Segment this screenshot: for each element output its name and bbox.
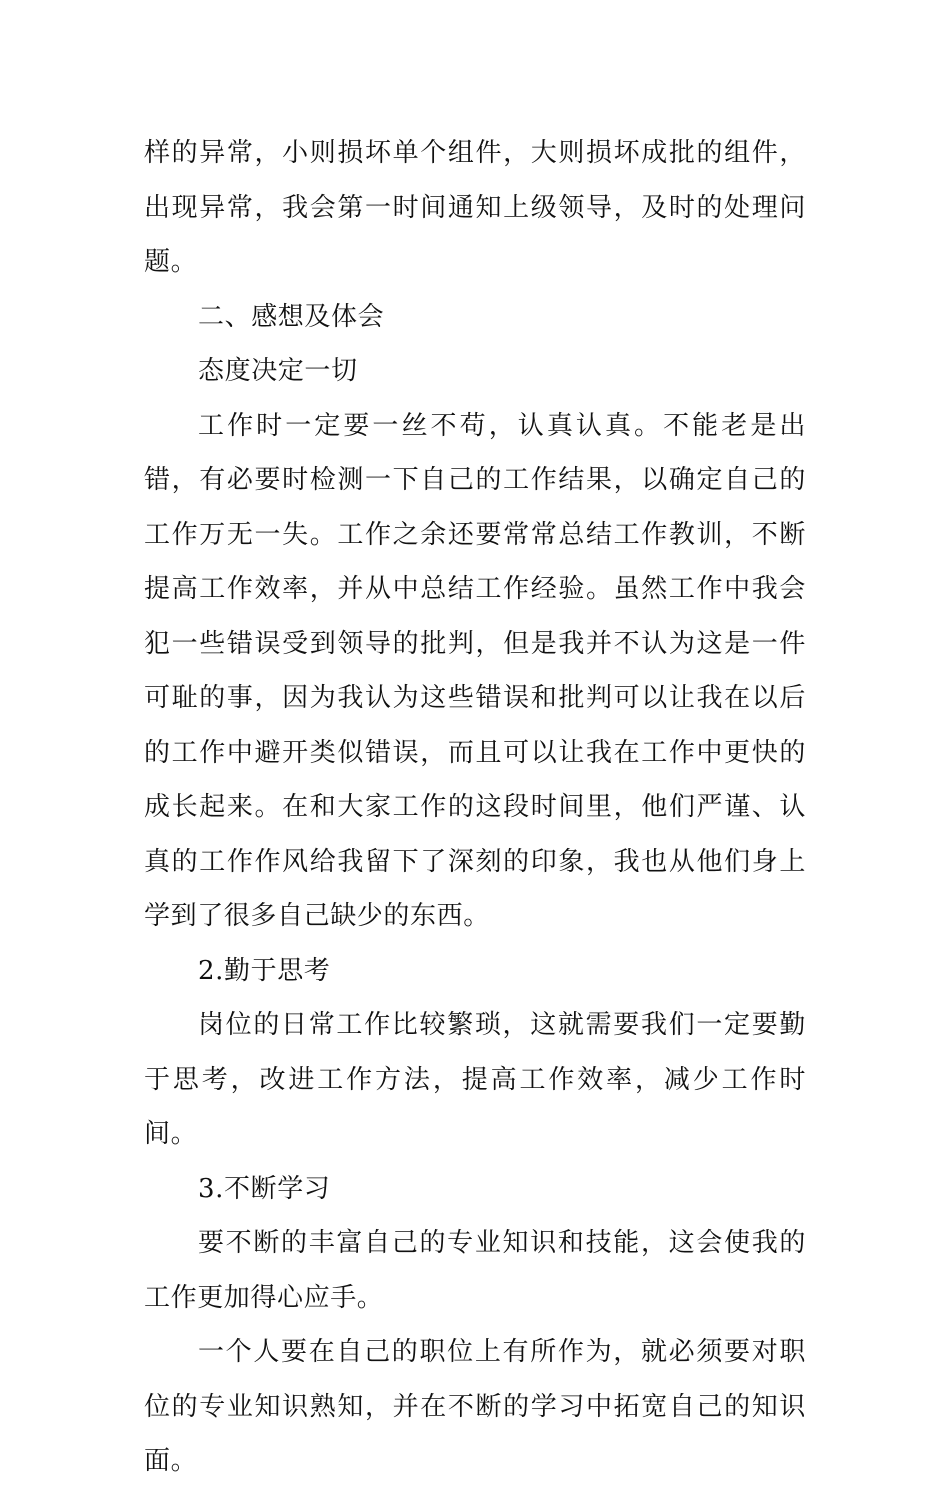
paragraph-knowledge: 一个人要在自己的职位上有所作为，就必须要对职位的专业知识熟知，并在不断的学习中拓宽自己的知识面。 <box>144 1337 806 1476</box>
paragraph-learn: 要不断的丰富自己的专业知识和技能，这会使我的工作更加得心应手。 <box>144 1228 806 1313</box>
section-heading-reflections: 二、感想及体会 <box>198 301 385 332</box>
subheading-learn: 3.不断学习 <box>198 1173 331 1204</box>
subheading-attitude: 态度决定一切 <box>198 356 358 386</box>
paragraph-think: 岗位的日常工作比较繁琐，这就需要我们一定要勤于思考，改进工作方法，提高工作效率，减少工作时间。 <box>144 1010 806 1149</box>
paragraph-continuation: 样的异常，小则损坏单个组件，大则损坏成批的组件，出现异常，我会第一时间通知上级领导，及时的处理问题。 <box>144 138 806 277</box>
paragraph-attitude: 工作时一定要一丝不苟，认真认真。不能老是出错，有必要时检测一下自己的工作结果，以确定自己的工作万无一失。工作之余还要常常总结工作教训，不断提高工作效率，并从中总结工作经验。虽然工作中我会犯一些错误受到领导的批判，但是我并不认为这是一件可耻的事，因为我认为这些错误和批判可以让我在以后的工作中避开类似错误，而且可以让我在工作中更快的成长起来。在和大家工作的这段时间里，他们严谨、认真的工作作风给我留下了深刻的印象，我也从他们身上学到了很多自己缺少的东西。 <box>144 410 806 931</box>
document-body <box>144 126 806 1489</box>
subheading-think: 2.勤于思考 <box>198 955 331 986</box>
